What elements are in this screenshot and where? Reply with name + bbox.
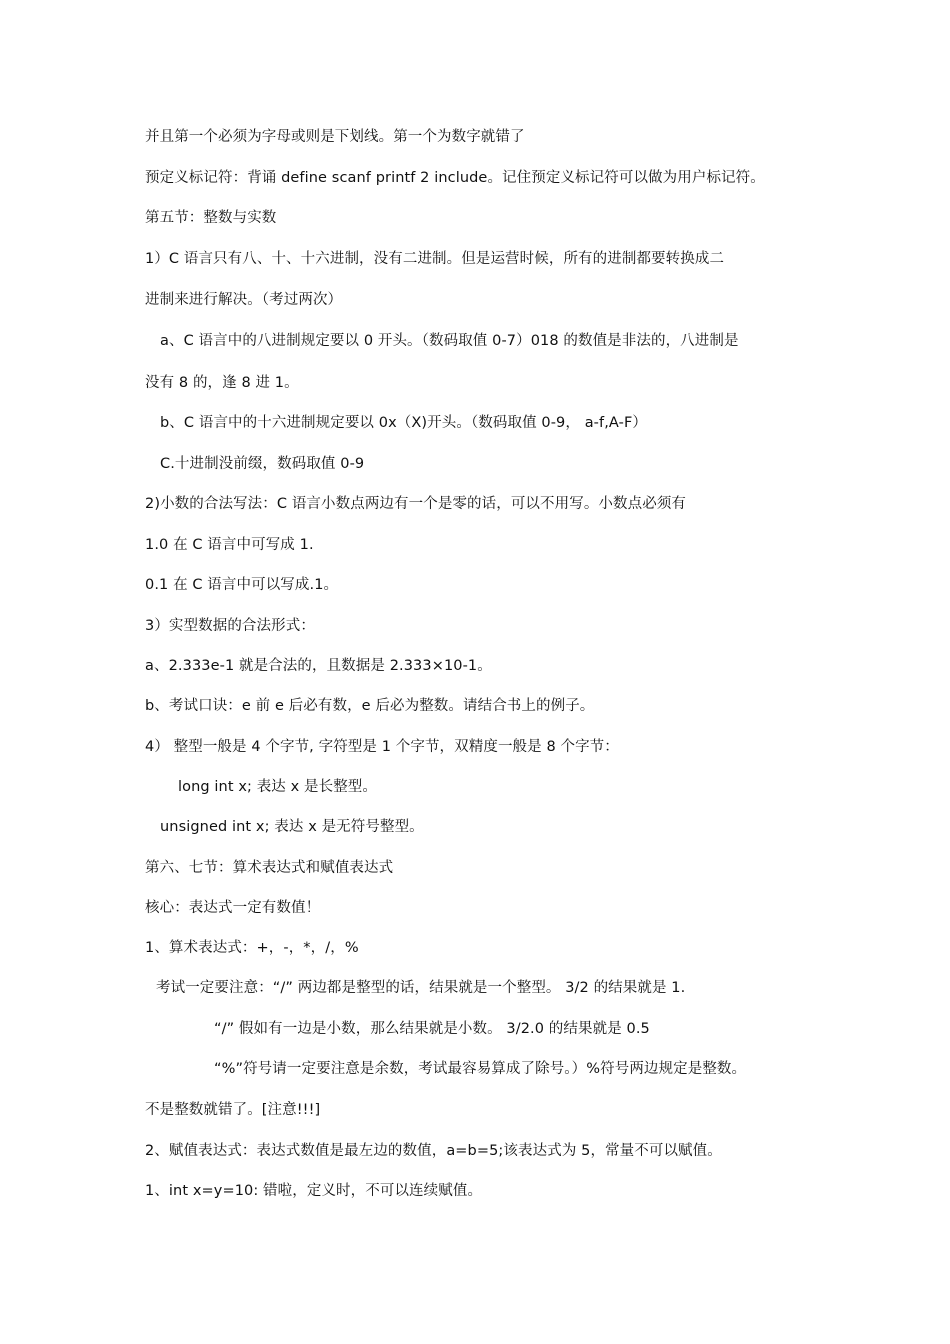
- section-heading-integers-reals: 第五节：整数与实数: [145, 210, 277, 226]
- text-line-division-int: 考试一定要注意：“/” 两边都是整型的话，结果就是一个整型。 3/2 的结果就是 1.: [156, 980, 686, 996]
- text-line-modulo-cont: 不是整数就错了。[注意!!!]: [145, 1102, 321, 1118]
- text-line-scientific: a、2.333e-1 就是合法的，且数据是 2.333×10-1。: [145, 658, 492, 674]
- text-line-long-int: long int x; 表达 x 是长整型。: [178, 779, 377, 795]
- text-line-decimal: C.十进制没前缀，数码取值 0-9: [160, 456, 365, 472]
- text-line-assignment: 2、赋值表达式：表达式数值是最左边的数值，a=b=5;该表达式为 5，常量不可以赋值。: [145, 1143, 722, 1159]
- text-line-hex: b、C 语言中的十六进制规定要以 0x（X)开头。（数码取值 0-9， a-f,A-F）: [160, 415, 647, 431]
- text-line-octal: a、C 语言中的八进制规定要以 0 开头。（数码取值 0-7）018 的数值是非法的，八进制是: [160, 333, 739, 349]
- section-heading-expressions: 第六、七节：算术表达式和赋值表达式: [145, 860, 394, 876]
- text-line-decimal-point: 2)小数的合法写法：C 语言小数点两边有一个是零的话，可以不用写。小数点必须有: [145, 496, 687, 512]
- text-line-number-systems-cont: 进制来进行解决。（考过两次）: [145, 292, 343, 308]
- text-line-core: 核心：表达式一定有数值！: [145, 900, 321, 916]
- text-line-unsigned-int: unsigned int x; 表达 x 是无符号整型。: [160, 819, 424, 835]
- text-line-real-forms: 3）实型数据的合法形式：: [145, 618, 315, 634]
- text-line-arithmetic-ops: 1、算术表达式：+，-，*，/，%: [145, 940, 359, 956]
- text-line-modulo: “%”符号请一定要注意是余数，考试最容易算成了除号。）%符号两边规定是整数。: [214, 1061, 747, 1077]
- text-line-octal-cont: 没有 8 的，逢 8 进 1。: [145, 375, 299, 391]
- text-line-exam-tip: b、考试口诀：e 前 e 后必有数，e 后必为整数。请结合书上的例子。: [145, 698, 595, 714]
- text-line-byte-sizes: 4） 整型一般是 4 个字节, 字符型是 1 个字节，双精度一般是 8 个字节：: [145, 739, 619, 755]
- text-line-division-float: “/” 假如有一边是小数，那么结果就是小数。 3/2.0 的结果就是 0.5: [214, 1021, 650, 1037]
- text-line-predefined-identifiers: 预定义标记符：背诵 define scanf printf 2 include。记住预定义标记符可以做为用户标记符。: [145, 170, 765, 186]
- text-line-identifier-rule: 并且第一个必须为字母或则是下划线。第一个为数字就错了: [145, 129, 525, 145]
- text-line-example-0-1: 0.1 在 C 语言中可以写成.1。: [145, 577, 339, 593]
- text-line-number-systems: 1）C 语言只有八、十、十六进制，没有二进制。但是运营时候，所有的进制都要转换成二: [145, 251, 725, 267]
- text-line-chained-assignment: 1、int x=y=10: 错啦，定义时，不可以连续赋值。: [145, 1183, 483, 1199]
- text-line-example-1-0: 1.0 在 C 语言中可写成 1.: [145, 537, 314, 553]
